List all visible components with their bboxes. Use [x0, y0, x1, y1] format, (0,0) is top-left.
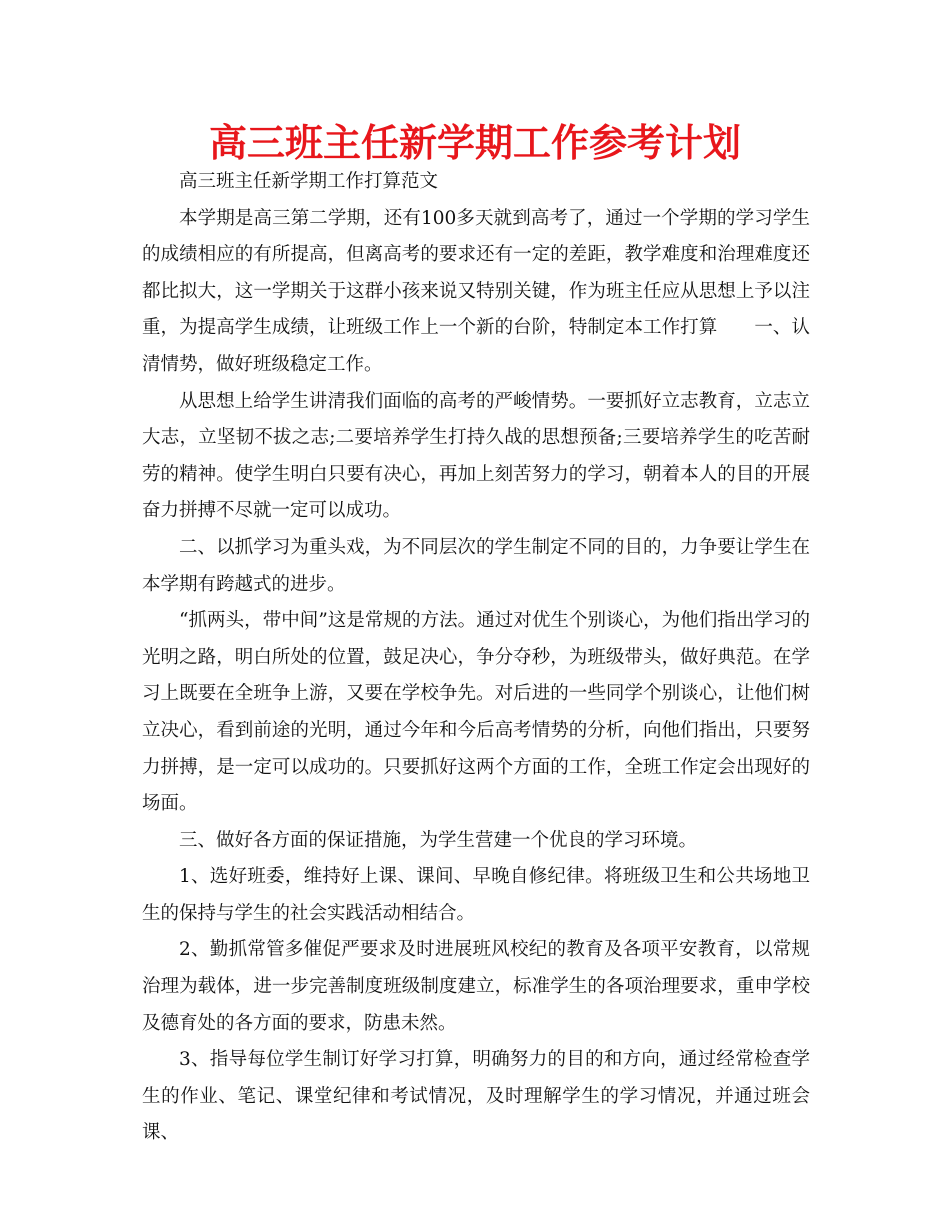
- body-paragraph: 二、以抓学习为重头戏，为不同层次的学生制定不同的目的，力争要让学生在本学期有跨越式的进步。: [142, 536, 810, 595]
- body-paragraph: 1、选好班委，维持好上课、课间、早晚自修纪律。将班级卫生和公共场地卫生的保持与学生的社会实践活动相结合。: [142, 866, 810, 924]
- document-title: 高三班主任新学期工作参考计划: [208, 121, 741, 165]
- document-body: [142, 164, 810, 1152]
- body-paragraph: 本学期是高三第二学期，还有100多天就到高考了，通过一个学期的学习学生的成绩相应的有所提高，但离高考的要求还有一定的差距，教学难度和治理难度还都比拟大，这一学期关于这群小孩来说又特别关键，作为班主任应从思想上予以注重，为提高学生成绩，让班级工作上一个新的台阶，特制定本工作打算 一、认清情势，做好班级稳定工作。: [142, 207, 810, 375]
- body-paragraph: 从思想上给学生讲清我们面临的高考的严峻情势。一要抓好立志教育，立志立大志，立坚韧不拔之志;二要培养学生打持久战的思想预备;三要培养学生的吃苦耐劳的精神。使学生明白只要有决心，再加上刻苦努力的学习，朝着本人的目的开展奋力拼搏不尽就一定可以成功。: [142, 390, 810, 522]
- body-paragraph: “抓两头，带中间”这是常规的方法。通过对优生个别谈心，为他们指出学习的光明之路，明白所处的位置，鼓足决心，争分夺秒，为班级带头，做好典范。在学习上既要在全班争上游，又要在学校争先。对后进的一些同学个别谈心，让他们树立决心，看到前途的光明，通过今年和今后高考情势的分析，向他们指出，只要努力拼搏，是一定可以成功的。只要抓好这两个方面的工作，全班工作定会出现好的场面。: [142, 610, 810, 815]
- body-paragraph: 3、指导每位学生制订好学习打算，明确努力的目的和方向，通过经常检查学生的作业、笔记、课堂纪律和考试情况，及时理解学生的学习情况，并通过班会课、: [142, 1049, 810, 1144]
- body-paragraph: 2、勤抓常管多催促严要求及时进展班风校纪的教育及各项平安教育，以常规治理为载体，进一步完善制度班级制度建立，标准学生的各项治理要求，重申学校及德育处的各方面的要求，防患未然。: [142, 939, 810, 1034]
- body-paragraph: 三、做好各方面的保证措施，为学生营建一个优良的学习环境。: [179, 829, 698, 851]
- subtitle-paragraph: 高三班主任新学期工作打算范文: [179, 171, 439, 192]
